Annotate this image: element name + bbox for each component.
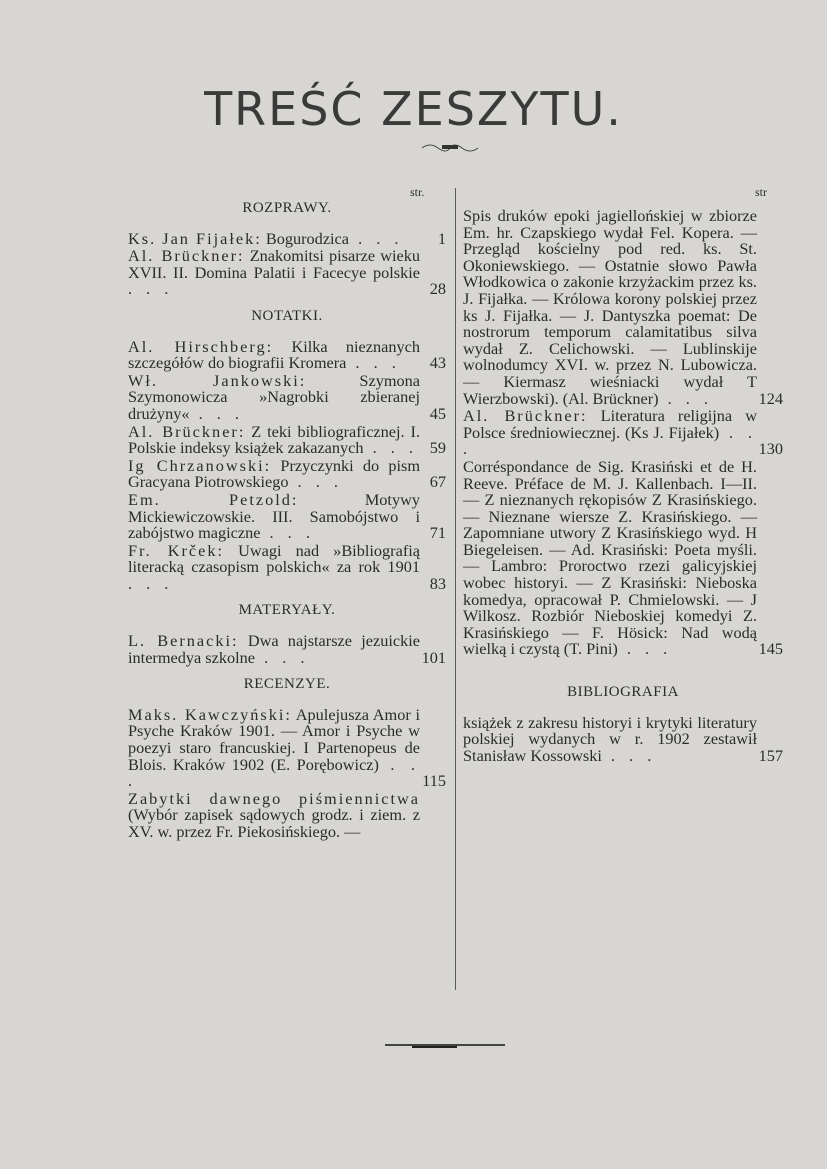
section-heading: MATERYAŁY. [238, 602, 336, 619]
toc-entry-text [128, 489, 420, 543]
toc-title: Literatura religijna w Polsce średniowiecznej. (Ks J. Fijałek) [463, 406, 757, 442]
bottom-rule-accent [412, 1046, 457, 1048]
leader-dots: . . . [255, 647, 310, 667]
toc-entry-text [128, 540, 420, 593]
leader-dots: . . . [346, 353, 401, 373]
section-heading: ROZPRAWY. [242, 200, 332, 216]
toc-author: Al. Brückner: [128, 246, 245, 266]
toc-page-number: 83 [429, 573, 446, 593]
toc-author: Em. Petzold: [128, 489, 299, 509]
toc-title: Szymona Szymonowicza »Nagrobki zbieranej drużyny« [128, 370, 420, 423]
right-column [463, 185, 783, 765]
left-column [128, 185, 446, 842]
toc-entry-text [128, 370, 420, 423]
leader-dots: . . . [260, 523, 315, 543]
toc-entry [128, 421, 446, 458]
toc-entry-text [128, 455, 420, 492]
toc-entry-text [463, 208, 757, 407]
toc-entry-text [128, 633, 420, 666]
toc-entry-text [463, 712, 757, 765]
toc-title: Przyczynki do pism Gracyana Piotrowskiego [128, 455, 420, 492]
toc-title: Motywy Mickiewiczowskie. III. Samobójstwo i zabójstwo magiczne [128, 489, 420, 543]
toc-page-number: 1 [437, 228, 446, 248]
toc-entry [463, 456, 783, 659]
toc-title: Kilka nieznanych szczegółów do biografii Kromera [128, 336, 420, 373]
toc-entry-text [128, 421, 421, 458]
toc-entry-text [128, 788, 420, 841]
toc-page-number: 59 [429, 438, 446, 458]
toc-page-number: 101 [421, 647, 446, 667]
section-heading: RECENZYE. [243, 676, 331, 693]
toc-entry [128, 455, 446, 492]
toc-author: Al. Hirschberg: [128, 336, 274, 356]
toc-page-number: 145 [758, 639, 783, 659]
leader-dots: . . . [349, 228, 404, 248]
toc-author: Fr. Krček: [128, 540, 225, 560]
toc-entry [128, 540, 446, 593]
toc-title: Spis druków epoki jagiellońskiej w zbiorze Em. hr. Czapskiego wydał Fel. Kopera. — Przegląd kościelny pod red. ks. St. Okoniewskiego. — Ostatnie słowo Pawła Włodkowica o zakonie krzyżackim przez ks. J. Fijałka. — Królowa korony polskiej przez ks J. Fijałka. — J. Dantyszka poemat: De nostrorum temporum calamitatibus silva wydał Z. Celichowski. — Lublinskije wolnodumcy XVI. w. przez N. Lubowicza. — Kiermasz wieśniacki wydał T Wierzbowski). (Al. Brückner) [463, 206, 757, 408]
toc-title: Dwa najstarsze jezuickie intermedya szkolne [128, 631, 420, 667]
toc-entry [128, 633, 446, 666]
leader-dots: . . . [463, 422, 758, 459]
toc-title: Bogurodzica [265, 228, 350, 248]
toc-page-number: 28 [429, 279, 446, 299]
leader-dots: . . . [128, 754, 420, 791]
toc-entry-text [128, 704, 420, 791]
toc-entry [128, 370, 446, 423]
toc-entry-text [463, 456, 757, 659]
toc-author: Wł. Jankowski: [128, 370, 307, 390]
toc-title: Znakomitsi pisarze wieku XVII. II. Domina Palatii i Facecye polskie [128, 246, 420, 282]
toc-author: L. Bernacki: [128, 631, 239, 651]
column-divider [455, 188, 456, 990]
toc-entry [128, 489, 446, 543]
leader-dots: . . . [189, 403, 244, 423]
leader-dots: . . . [363, 438, 418, 458]
leader-dots: . . . [658, 388, 713, 408]
toc-entry [463, 408, 783, 458]
toc-page-number: 157 [758, 745, 783, 765]
toc-page-number: 71 [429, 523, 446, 543]
toc-title: książek z zakresu historyi i krytyki literatury polskiej wydanych w r. 1902 zestawił Stanisław Kossowski [463, 712, 757, 765]
page-title: TREŚĆ ZESZYTU. [204, 82, 623, 136]
toc-author: Al. Brückner: [463, 406, 588, 426]
toc-title: (Wybór zapisek sądowych grodz. i ziem. z XV. w. przez Fr. Piekosińskiego. — [128, 805, 420, 841]
section-heading: BIBLIOGRAFIA [567, 684, 679, 701]
leader-dots: . . . [601, 745, 657, 765]
toc-entry-text [128, 248, 420, 298]
toc-entry [463, 712, 783, 765]
toc-title: Corréspondance de Sig. Krasiński et de H. Reeve. Préface de M. J. Kallenbach. I—II. — Z nieznanych rękopisów Z Krasińskiego. — Nieznane wiersze Z. Krasińskiego. — Zapomniane utwory Z Krasińskiego wyd. H Biegeleisen. — Ad. Krasiński: Poeta myśli. — Lambro: Proroctwo rzezi galicyjskiej wobec historyi. — Z Krasiński: Nieboska komedya, opracował P. Chmielowski. — J Wilkosz. Rozbiór Nieboskiej komedyi Z. Krasińskiego — F. Hösick: Nad wodą wielką i czystą (T. Pini) [463, 456, 757, 659]
toc-author: Maks. Kawczyński: [128, 704, 292, 724]
toc-entry [128, 704, 446, 791]
page-column-label: str [755, 185, 767, 199]
toc-entry [463, 208, 783, 407]
toc-page-number: 67 [429, 472, 446, 492]
ornament-divider [420, 140, 480, 154]
toc-page-number: 115 [422, 771, 446, 791]
toc-title: Apulejusza Amor i Psyche Kraków 1901. — Amor i Psyche w poezyi staro francuskiej. I Partenopeus de Blois. Kraków 1902 (E. Porębowicz) [128, 704, 420, 774]
toc-title: Uwagi nad »Bibliografią literacką czasopism polskich« za rok 1901 [128, 540, 420, 577]
page-column-label: str. [410, 185, 425, 199]
toc-page-number: 43 [429, 353, 446, 373]
section-heading: NOTATKI. [251, 307, 323, 324]
toc-title: Z teki bibliograficznej. I. Polskie indeksy książek zakazanych [128, 421, 421, 458]
toc-page-number: 45 [429, 403, 446, 423]
toc-author: Zabytki dawnego piśmiennictwa [128, 788, 420, 808]
toc-author: Ks. Jan Fijałek: [128, 228, 262, 248]
toc-entry-text [128, 228, 420, 248]
toc-entry [128, 336, 446, 373]
toc-author: Al. Brückner: [128, 421, 246, 441]
leader-dots: . . . [288, 472, 343, 492]
toc-page-number: 130 [758, 439, 783, 459]
toc-page-number: 124 [758, 388, 783, 408]
toc-entry-text [128, 336, 420, 373]
toc-author: Ig Chrzanowski: [128, 455, 272, 475]
leader-dots: . . . [128, 573, 174, 593]
leader-dots: . . . [128, 279, 174, 299]
toc-entry [128, 788, 446, 841]
toc-entry [128, 228, 446, 248]
toc-entry-text [463, 408, 757, 458]
toc-entry [128, 248, 446, 298]
leader-dots: . . . [617, 639, 673, 659]
